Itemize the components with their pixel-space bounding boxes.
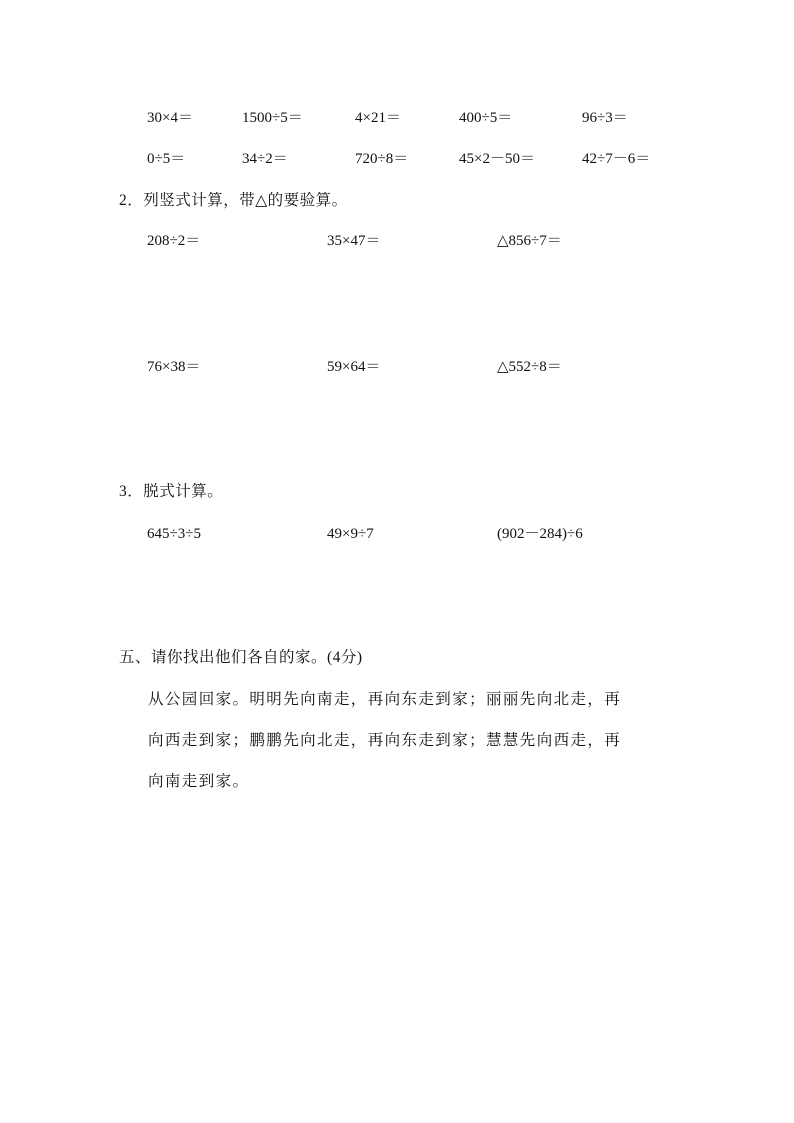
paragraph-line: 向南走到家。 [148,773,250,790]
problem-item: (902－284)÷6 [497,526,583,542]
section-heading: 2．列竖式计算，带△的要验算。 [119,192,348,209]
oral-item: 720÷8＝ [355,151,409,167]
oral-item: 4×21＝ [355,110,401,126]
oral-item: 42÷7－6＝ [582,151,651,167]
problem-item: 35×47＝ [327,233,381,249]
problem-item: 208÷2＝ [147,233,201,249]
problem-item: 645÷3÷5 [147,526,201,542]
oral-item: 96÷3＝ [582,110,628,126]
oral-item: 30×4＝ [147,110,193,126]
problem-item: △552÷8＝ [497,359,562,375]
paragraph-line: 从公园回家。明明先向南走，再向东走到家；丽丽先向北走，再 [148,691,622,708]
problem-item: 49×9÷7 [327,526,374,542]
oral-item: 45×2－50＝ [459,151,535,167]
problem-item: △856÷7＝ [497,233,562,249]
section-heading: 3．脱式计算。 [119,483,224,500]
paragraph-line: 向西走到家；鹏鹏先向北走，再向东走到家；慧慧先向西走，再 [148,732,622,749]
section-heading: 五、请你找出他们各自的家。(4分) [119,649,363,666]
oral-item: 400÷5＝ [459,110,513,126]
problem-item: 59×64＝ [327,359,381,375]
oral-item: 34÷2＝ [242,151,288,167]
oral-item: 1500÷5＝ [242,110,303,126]
problem-item: 76×38＝ [147,359,201,375]
oral-item: 0÷5＝ [147,151,186,167]
